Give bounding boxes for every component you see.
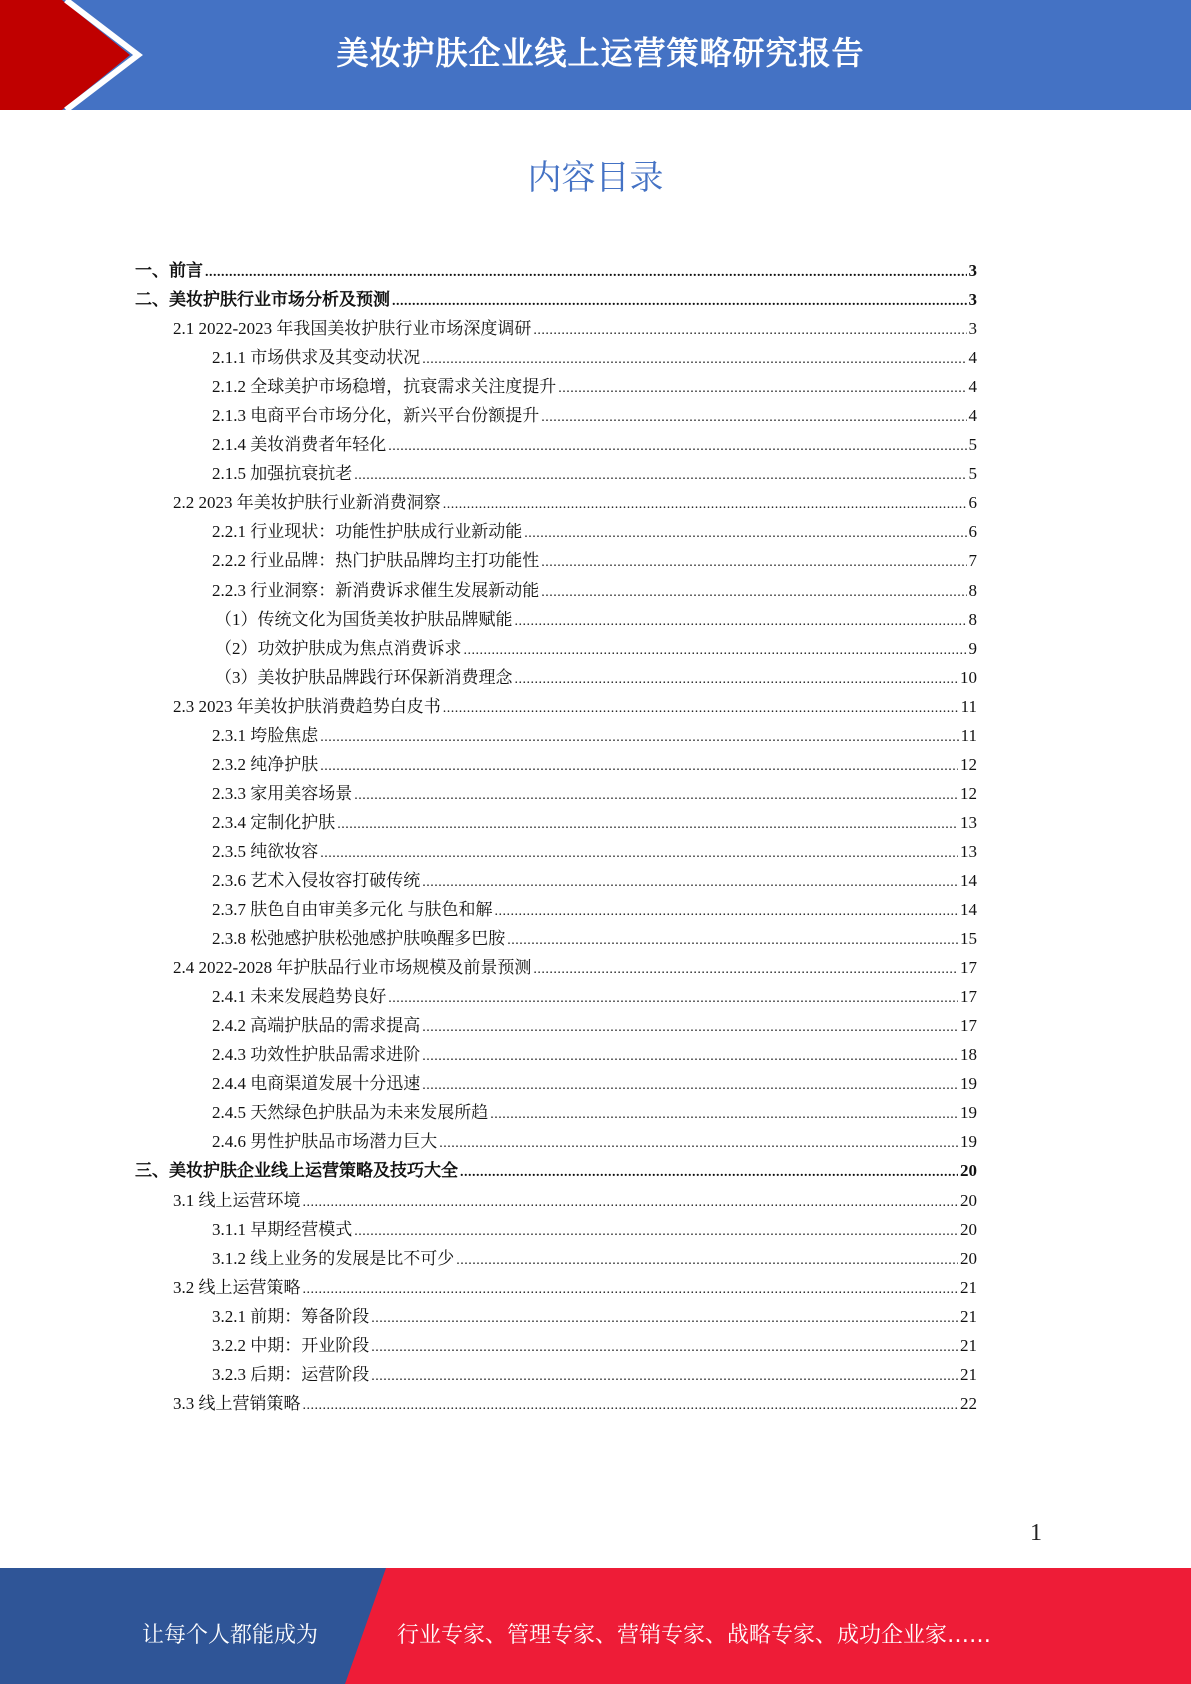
toc-entry-page: 14 (960, 870, 977, 890)
dot-leader (303, 1394, 959, 1414)
dot-leader (507, 929, 958, 949)
toc-entry[interactable] (135, 401, 977, 430)
toc-entry[interactable] (135, 1244, 977, 1273)
toc-entry[interactable] (135, 285, 977, 314)
dot-leader (541, 581, 966, 601)
toc-entry[interactable] (135, 895, 977, 924)
toc-entry-page: 12 (960, 783, 977, 803)
toc-entry-label: 2.4.6 男性护肤品市场潜力巨大 (212, 1132, 438, 1152)
toc-entry-page: 5 (968, 435, 977, 455)
toc-entry-page: 19 (960, 1103, 977, 1123)
toc-entry-page: 12 (960, 754, 977, 774)
toc-entry[interactable] (135, 517, 977, 546)
toc-entry[interactable] (135, 953, 977, 982)
toc-entry[interactable] (135, 1331, 977, 1360)
toc-entry[interactable] (135, 343, 977, 372)
toc-entry[interactable] (135, 459, 977, 488)
dot-leader (320, 755, 958, 775)
toc-entry[interactable] (135, 1186, 977, 1215)
dot-leader (422, 1045, 958, 1065)
toc-entry-page: 6 (968, 493, 977, 513)
toc-entry-label: 3.2.1 前期：筹备阶段 (212, 1306, 370, 1326)
toc-entry[interactable] (135, 605, 977, 634)
dot-leader (303, 1191, 959, 1211)
toc-entry[interactable] (135, 663, 977, 692)
dot-leader (205, 261, 967, 281)
toc-entry-label: 2.1.1 市场供求及其变动状况 (212, 348, 421, 368)
toc-entry-label: 2.2 2023 年美妆护肤行业新消费洞察 (173, 493, 441, 513)
toc-entry[interactable] (135, 1215, 977, 1244)
toc-heading: 内容目录 (527, 158, 664, 198)
dot-leader (541, 406, 966, 426)
dot-leader (515, 668, 959, 688)
toc-entry-label: 2.3.3 家用美容场景 (212, 783, 353, 803)
dot-leader (533, 958, 958, 978)
dot-leader (515, 610, 967, 630)
toc-entry-page: 17 (960, 1016, 977, 1036)
dot-leader (371, 1336, 958, 1356)
toc-entry[interactable] (135, 1389, 977, 1418)
toc-entry-label: 3.3 线上营销策略 (173, 1393, 301, 1413)
toc-entry-label: 2.1.5 加强抗衰抗老 (212, 464, 353, 484)
dot-leader (371, 1365, 958, 1385)
toc-entry[interactable] (135, 314, 977, 343)
dot-leader (422, 348, 966, 368)
toc-entry-label: 2.3.1 垮脸焦虑 (212, 725, 319, 745)
report-title: 美妆护肤企业线上运营策略研究报告 (336, 34, 865, 72)
toc-entry-page: 20 (960, 1248, 977, 1268)
toc-entry-label: 二、美妆护肤行业市场分析及预测 (135, 290, 390, 310)
toc-entry-label: （2）功效护肤成为焦点消费诉求 (215, 638, 462, 658)
dot-leader (303, 1278, 959, 1298)
page-footer (0, 1568, 1191, 1684)
dot-leader (392, 290, 967, 310)
toc-entry-page: 19 (960, 1074, 977, 1094)
dot-leader (443, 493, 967, 513)
toc-entry-label: 2.4.2 高端护肤品的需求提高 (212, 1016, 421, 1036)
dot-leader (388, 987, 958, 1007)
toc-entry-page: 3 (968, 319, 977, 339)
toc-entry[interactable] (135, 1040, 977, 1069)
dot-leader (524, 522, 966, 542)
toc-entry-page: 17 (960, 958, 977, 978)
toc-entry-page: 21 (960, 1306, 977, 1326)
toc-entry-label: 3.2.2 中期：开业阶段 (212, 1335, 370, 1355)
toc-entry-label: 2.4.1 未来发展趋势良好 (212, 987, 387, 1007)
toc-entry-page: 20 (960, 1219, 977, 1239)
dot-leader (337, 813, 958, 833)
toc-entry[interactable] (135, 924, 977, 953)
toc-entry-label: 2.1.2 全球美护市场稳增，抗衰需求关注度提升 (212, 377, 557, 397)
toc-entry[interactable] (135, 546, 977, 575)
dot-leader (354, 464, 966, 484)
toc-entry[interactable] (135, 750, 977, 779)
dot-leader (422, 1074, 958, 1094)
table-of-contents (135, 256, 977, 1418)
toc-entry-label: 3.2 线上运营策略 (173, 1277, 301, 1297)
dot-leader (320, 726, 958, 746)
toc-entry-label: 2.3.6 艺术入侵妆容打破传统 (212, 870, 421, 890)
dot-leader (541, 551, 966, 571)
toc-entry[interactable] (135, 1273, 977, 1302)
toc-entry-label: 3.2.3 后期：运营阶段 (212, 1364, 370, 1384)
toc-entry-page: 20 (960, 1190, 977, 1210)
toc-entry-label: 三、美妆护肤企业线上运营策略及技巧大全 (135, 1161, 458, 1181)
dot-leader (558, 377, 966, 397)
toc-entry-page: 17 (960, 987, 977, 1007)
toc-entry[interactable] (135, 576, 977, 605)
toc-entry[interactable] (135, 634, 977, 663)
toc-entry[interactable] (135, 1302, 977, 1331)
toc-entry-page: 18 (960, 1045, 977, 1065)
toc-entry-label: 2.3.4 定制化护肤 (212, 812, 336, 832)
page-header (0, 0, 1191, 110)
toc-entry-label: 3.1.2 线上业务的发展是比不可少 (212, 1248, 455, 1268)
toc-entry[interactable] (135, 837, 977, 866)
toc-entry-label: 2.3 2023 年美妆护肤消费趋势白皮书 (173, 696, 441, 716)
toc-entry-label: 2.2.2 行业品牌：热门护肤品牌均主打功能性 (212, 551, 540, 571)
dot-leader (354, 784, 958, 804)
toc-entry-page: 21 (960, 1277, 977, 1297)
toc-entry[interactable] (135, 372, 977, 401)
dot-leader (422, 871, 958, 891)
dot-leader (354, 1220, 958, 1240)
toc-entry-label: （1）传统文化为国货美妆护肤品牌赋能 (215, 609, 513, 629)
toc-entry-page: 4 (968, 406, 977, 426)
toc-entry-page: 3 (968, 261, 977, 280)
toc-entry-label: 2.4.3 功效性护肤品需求进阶 (212, 1045, 421, 1065)
toc-entry-page: 21 (960, 1364, 977, 1384)
toc-entry-label: （3）美妆护肤品牌践行环保新消费理念 (215, 667, 513, 687)
toc-entry[interactable] (135, 1127, 977, 1156)
toc-entry[interactable] (135, 779, 977, 808)
toc-entry[interactable] (135, 1011, 977, 1040)
dot-leader (533, 319, 966, 339)
toc-entry-page: 13 (960, 841, 977, 861)
toc-entry-page: 6 (968, 522, 977, 542)
toc-entry-label: 2.3.2 纯净护肤 (212, 754, 319, 774)
dot-leader (490, 1103, 958, 1123)
toc-entry-label: 2.2.1 行业现状：功能性护肤成行业新动能 (212, 522, 523, 542)
toc-entry[interactable] (135, 488, 977, 517)
toc-entry[interactable] (135, 982, 977, 1011)
toc-entry-page: 3 (968, 290, 977, 310)
toc-entry-label: 2.1.3 电商平台市场分化，新兴平台份额提升 (212, 406, 540, 426)
toc-entry[interactable] (135, 692, 977, 721)
toc-entry-page: 20 (960, 1161, 977, 1181)
toc-entry-label: 2.4 2022-2028 年护肤品行业市场规模及前景预测 (173, 958, 532, 978)
toc-entry-page: 5 (968, 464, 977, 484)
toc-entry-label: 2.3.5 纯欲妆容 (212, 841, 319, 861)
toc-entry-label: 2.4.4 电商渠道发展十分迅速 (212, 1074, 421, 1094)
page-number: 1 (1030, 1520, 1042, 1546)
toc-entry-label: 2.1 2022-2023 年我国美妆护肤行业市场深度调研 (173, 319, 532, 339)
toc-entry-page: 9 (968, 638, 977, 658)
toc-entry-page: 21 (960, 1335, 977, 1355)
toc-entry-page: 4 (968, 348, 977, 368)
toc-entry-label: 2.3.7 肤色自由审美多元化 与肤色和解 (212, 900, 493, 920)
toc-entry-page: 8 (968, 609, 977, 629)
dot-leader (443, 697, 959, 717)
toc-entry-page: 10 (960, 667, 977, 687)
dot-leader (388, 435, 966, 455)
toc-entry-label: 一、前言 (135, 261, 203, 280)
toc-entry-page: 13 (960, 812, 977, 832)
footer-slogan-left: 让每个人都能成为 (142, 1623, 319, 1648)
dot-leader (464, 639, 967, 659)
toc-entry-page: 15 (960, 929, 977, 949)
toc-entry-label: 2.2.3 行业洞察：新消费诉求催生发展新动能 (212, 580, 540, 600)
toc-entry-page: 4 (968, 377, 977, 397)
toc-entry-page: 22 (960, 1393, 977, 1413)
dot-leader (460, 1161, 958, 1181)
toc-entry-page: 14 (960, 900, 977, 920)
toc-entry[interactable] (135, 1069, 977, 1098)
toc-entry-label: 3.1 线上运营环境 (173, 1190, 301, 1210)
toc-entry[interactable] (135, 430, 977, 459)
toc-entry-page: 11 (960, 725, 977, 745)
dot-leader (422, 1016, 958, 1036)
dot-leader (495, 900, 959, 920)
toc-entry-label: 2.1.4 美妆消费者年轻化 (212, 435, 387, 455)
dot-leader (439, 1132, 958, 1152)
toc-entry[interactable] (135, 721, 977, 750)
toc-entry[interactable] (135, 1360, 977, 1389)
toc-entry[interactable] (135, 1156, 977, 1185)
dot-leader (320, 842, 958, 862)
toc-entry-page: 11 (960, 696, 977, 716)
toc-entry-page: 7 (968, 551, 977, 571)
toc-entry[interactable] (135, 256, 977, 285)
toc-entry-page: 19 (960, 1132, 977, 1152)
toc-entry[interactable] (135, 866, 977, 895)
toc-entry-page: 8 (968, 580, 977, 600)
toc-entry[interactable] (135, 1098, 977, 1127)
toc-entry-label: 2.3.8 松弛感护肤松弛感护肤唤醒多巴胺 (212, 929, 506, 949)
footer-slogan-right: 行业专家、管理专家、营销专家、战略专家、成功企业家…… (397, 1623, 992, 1648)
dot-leader (456, 1249, 958, 1269)
toc-entry-label: 3.1.1 早期经营模式 (212, 1219, 353, 1239)
toc-entry-label: 2.4.5 天然绿色护肤品为未来发展所趋 (212, 1103, 489, 1123)
dot-leader (371, 1307, 958, 1327)
toc-entry[interactable] (135, 808, 977, 837)
